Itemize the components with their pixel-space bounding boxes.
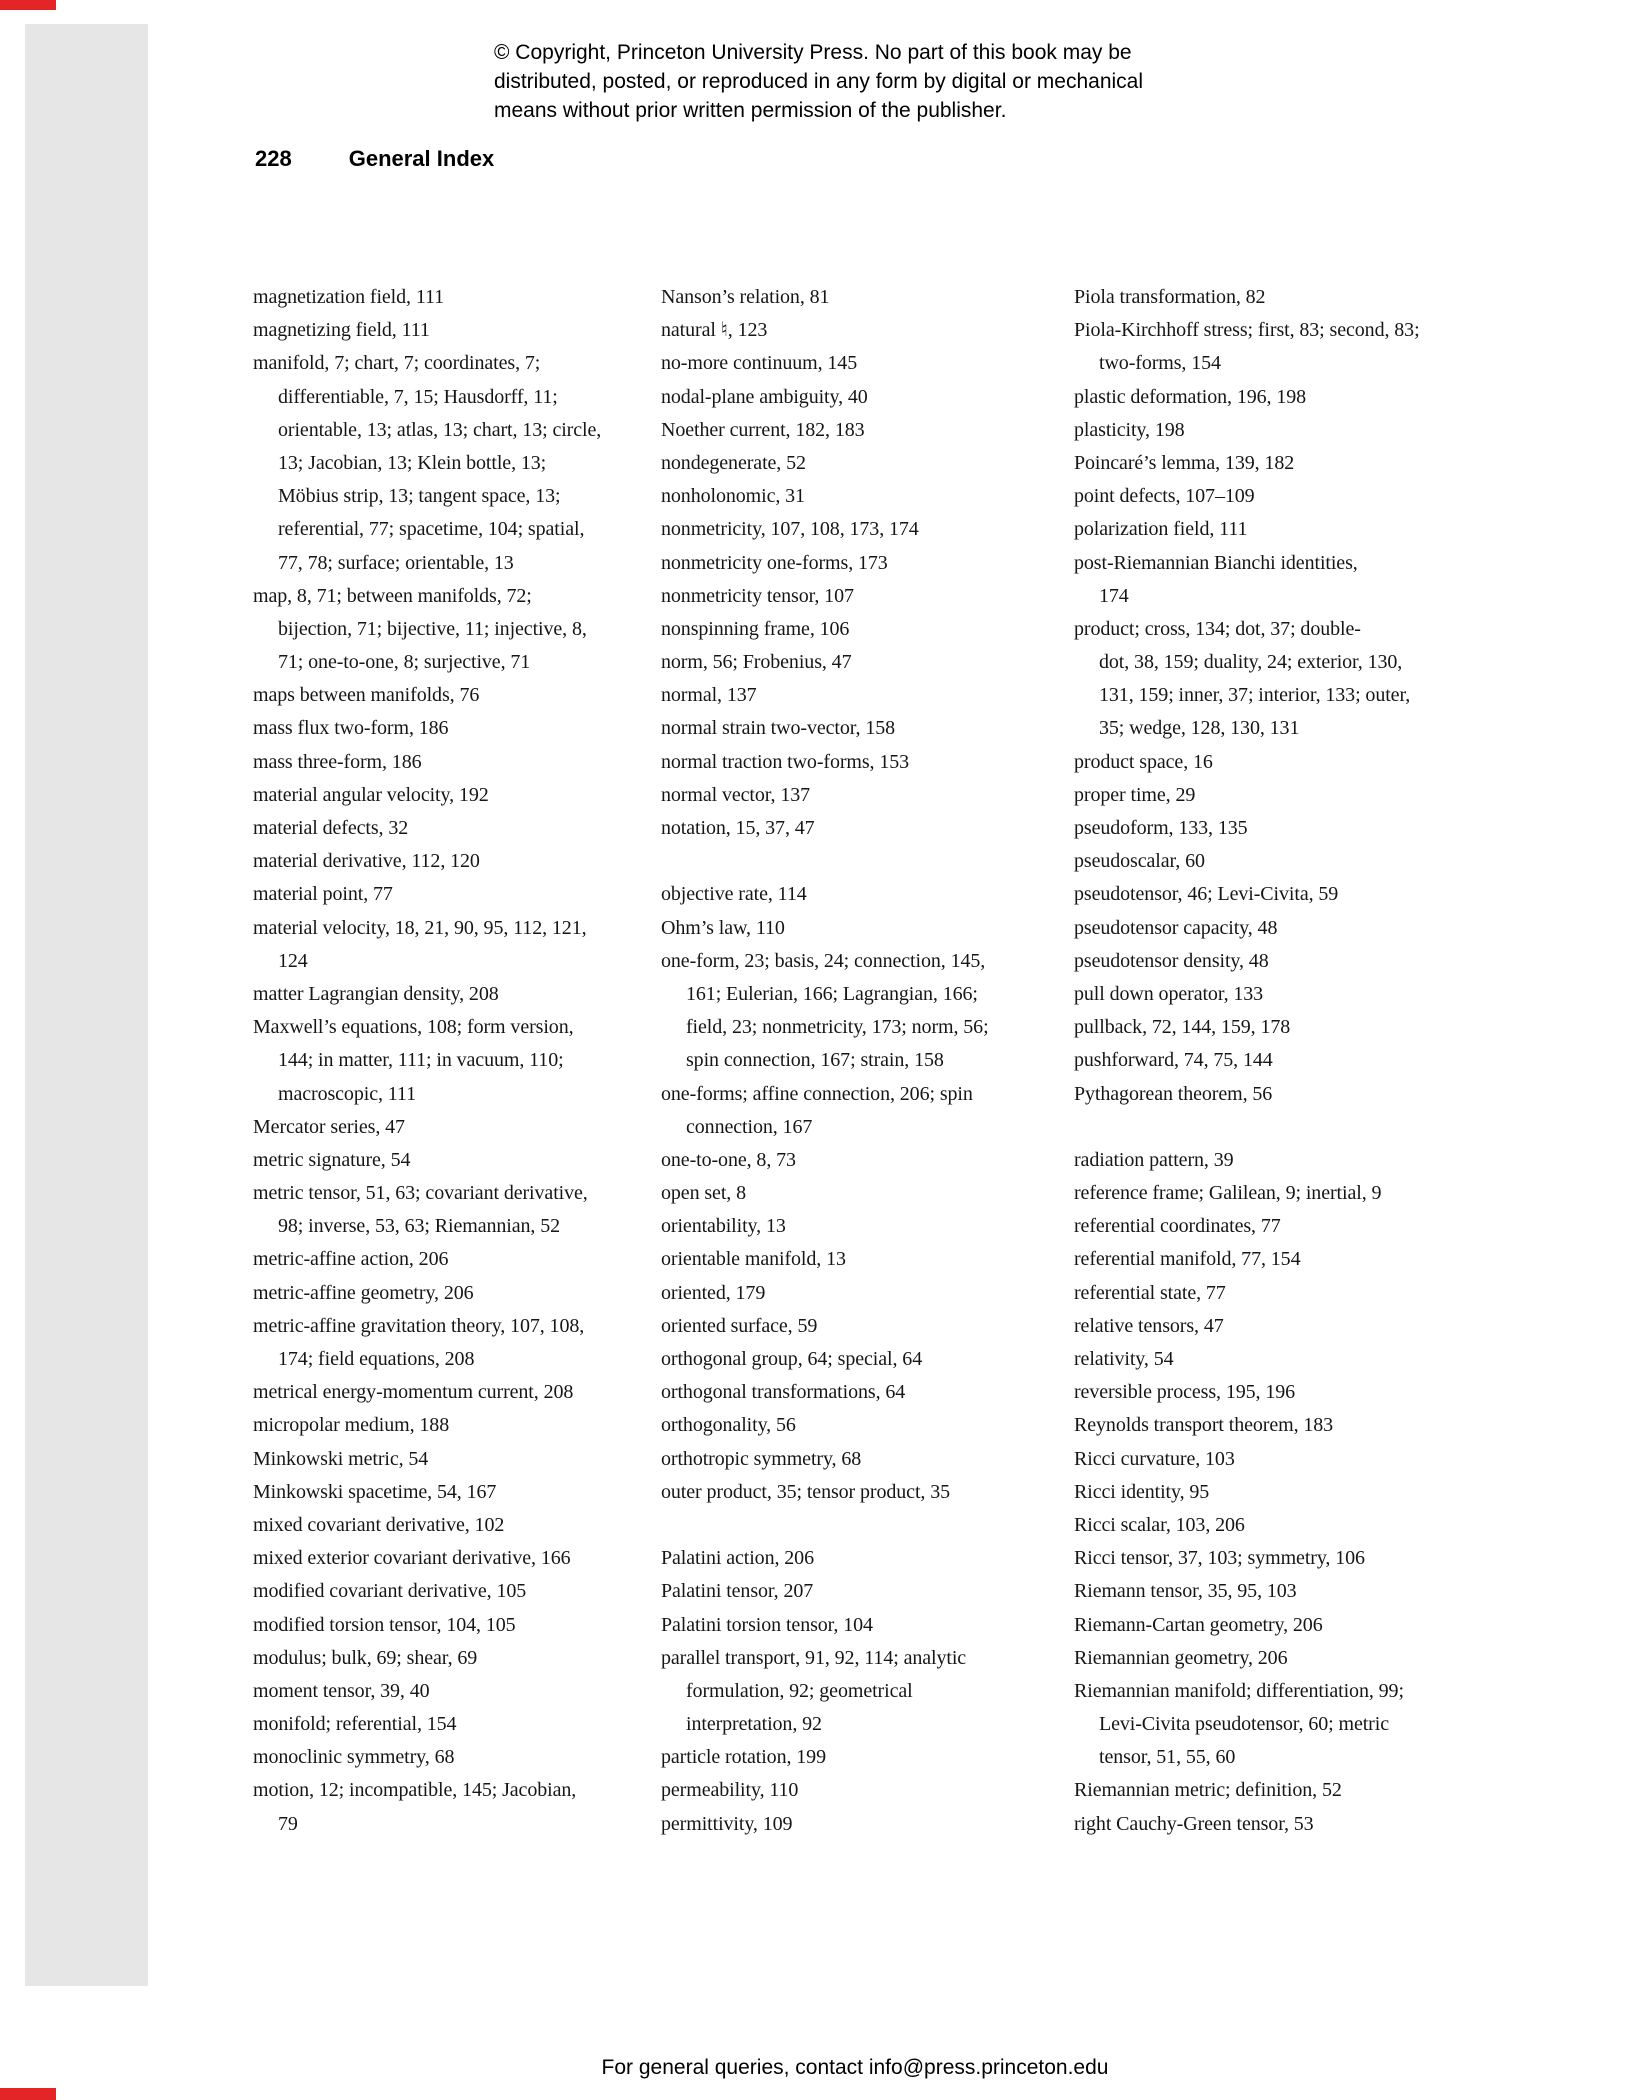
index-entry-line: Piola-Kirchhoff stress; first, 83; second, 83; — [1074, 319, 1420, 342]
index-entry-line: moment tensor, 39, 40 — [253, 1679, 430, 1702]
index-entry-line: polarization field, 111 — [1074, 518, 1248, 541]
index-entry-line: pseudoform, 133, 135 — [1074, 817, 1248, 839]
index-entry-line: reference frame; Galilean, 9; inertial, 9 — [1074, 1182, 1382, 1205]
index-entry-line: Levi-Civita pseudotensor, 60; metric — [1099, 1713, 1389, 1736]
index-entry-line: Palatini action, 206 — [661, 1547, 814, 1570]
index-entry-line: metric signature, 54 — [253, 1148, 411, 1171]
index-entry-line: orthogonality, 56 — [661, 1414, 796, 1437]
crop-mark-bottom-left — [0, 2088, 56, 2100]
index-entry-line: nondegenerate, 52 — [661, 451, 806, 474]
index-entry-line: Poincaré’s lemma, 139, 182 — [1074, 451, 1295, 474]
index-entry-line: modulus; bulk, 69; shear, 69 — [253, 1646, 478, 1669]
index-entry-line: relative tensors, 47 — [1074, 1314, 1224, 1337]
index-entry-line: Minkowski metric, 54 — [253, 1447, 429, 1470]
index-entry-line: nonspinning frame, 106 — [661, 617, 850, 640]
index-entry-line: 13; Jacobian, 13; Klein bottle, 13; — [278, 451, 547, 474]
index-entry-line: Reynolds transport theorem, 183 — [1074, 1414, 1334, 1437]
page-title: General Index — [348, 146, 495, 171]
index-entry-line: permeability, 110 — [661, 1779, 799, 1802]
index-entry-line: orientability, 13 — [661, 1215, 786, 1238]
index-entry-line: referential state, 77 — [1074, 1281, 1226, 1304]
index-entry-line: 35; wedge, 128, 130, 131 — [1099, 717, 1300, 740]
index-entry-line: pull down operator, 133 — [1074, 982, 1264, 1005]
index-entry-line: pseudoscalar, 60 — [1074, 850, 1205, 873]
index-entry-line: one-form, 23; basis, 24; connection, 145, — [661, 949, 986, 972]
index-entry-line: normal vector, 137 — [661, 783, 811, 806]
index-column — [661, 281, 1071, 1841]
index-entry-line: orientable manifold, 13 — [661, 1248, 846, 1271]
index-entry-line: material point, 77 — [253, 883, 393, 906]
index-entry-line: 98; inverse, 53, 63; Riemannian, 52 — [278, 1215, 561, 1238]
index-entry-line: Minkowski spacetime, 54, 167 — [253, 1480, 497, 1503]
index-entry-line: normal, 137 — [661, 684, 757, 707]
index-entry-line: differentiable, 7, 15; Hausdorff, 11; — [278, 385, 558, 408]
index-entry-line: Möbius strip, 13; tangent space, 13; — [278, 485, 561, 508]
index-entry-line — [661, 845, 1071, 878]
index-entry-line: metric-affine geometry, 206 — [253, 1281, 474, 1304]
index-entry-line: Noether current, 182, 183 — [661, 418, 865, 441]
margin-gray-strip — [25, 24, 148, 1986]
index-entry-line: metric tensor, 51, 63; covariant derivative, — [253, 1182, 588, 1205]
footer-query-note: For general queries, contact info@press.princeton.edu — [601, 2056, 1109, 2079]
index-entry-line: mass flux two-form, 186 — [253, 717, 449, 740]
index-entry-line: Palatini tensor, 207 — [661, 1580, 814, 1603]
index-entry-line: oriented, 179 — [661, 1281, 766, 1304]
index-entry-line: 131, 159; inner, 37; interior, 133; outer, — [1099, 684, 1411, 707]
index-entry-line: Ricci identity, 95 — [1074, 1480, 1210, 1503]
index-entry-line: field, 23; nonmetricity, 173; norm, 56; — [686, 1016, 989, 1039]
index-entry-line: open set, 8 — [661, 1182, 746, 1205]
index-entry-line: 124 — [278, 949, 308, 972]
index-entry-line: manifold, 7; chart, 7; coordinates, 7; — [253, 352, 541, 375]
index-entry-line: Riemann-Cartan geometry, 206 — [1074, 1613, 1323, 1636]
index-entry-line: Riemannian manifold; differentiation, 99; — [1074, 1679, 1404, 1702]
index-entry-line: 174; field equations, 208 — [278, 1348, 475, 1370]
index-entry-line: 174 — [1099, 584, 1129, 607]
index-entry-line: reversible process, 195, 196 — [1074, 1381, 1296, 1404]
index-entry-line: dot, 38, 159; duality, 24; exterior, 130, — [1099, 651, 1403, 674]
index-entry-line: motion, 12; incompatible, 145; Jacobian, — [253, 1779, 577, 1802]
index-entry-line: product space, 16 — [1074, 750, 1213, 773]
index-entry-line: Riemann tensor, 35, 95, 103 — [1074, 1580, 1297, 1603]
index-entry-line: Ohm’s law, 110 — [661, 916, 785, 939]
index-entry-line: notation, 15, 37, 47 — [661, 817, 815, 839]
index-entry-line: point defects, 107–109 — [1074, 485, 1255, 508]
copyright-notice — [494, 38, 1143, 125]
index-column — [1074, 281, 1484, 1841]
index-entry-line: product; cross, 134; dot, 37; double- — [1074, 617, 1361, 640]
index-entry-line: material velocity, 18, 21, 90, 95, 112, 121, — [253, 916, 587, 939]
index-entry-line: post-Riemannian Bianchi identities, — [1074, 551, 1358, 574]
index-entry-line: proper time, 29 — [1074, 783, 1196, 806]
index-entry-line: Piola transformation, 82 — [1074, 286, 1266, 308]
index-entry-line: material defects, 32 — [253, 817, 409, 839]
index-entry-line: pseudotensor, 46; Levi-Civita, 59 — [1074, 883, 1339, 906]
index-entry-line: mixed covariant derivative, 102 — [253, 1513, 505, 1536]
index-column — [253, 281, 663, 1841]
index-entry-line: maps between manifolds, 76 — [253, 684, 480, 707]
index-entry-line: normal traction two-forms, 153 — [661, 750, 910, 773]
index-entry-line: material derivative, 112, 120 — [253, 850, 480, 873]
index-entry-line: natural ♮, 123 — [661, 319, 768, 342]
index-entry-line: Ricci tensor, 37, 103; symmetry, 106 — [1074, 1547, 1365, 1570]
index-entry-line: bijection, 71; bijective, 11; injective, 8, — [278, 617, 587, 640]
index-entry-line: matter Lagrangian density, 208 — [253, 982, 499, 1005]
index-entry-line: radiation pattern, 39 — [1074, 1148, 1234, 1171]
index-entry-line: metrical energy-momentum current, 208 — [253, 1381, 574, 1404]
index-entry-line: map, 8, 71; between manifolds, 72; — [253, 584, 532, 607]
index-entry-line: normal strain two-vector, 158 — [661, 717, 896, 740]
index-entry-line: orientable, 13; atlas, 13; chart, 13; circle, — [278, 418, 602, 441]
index-entry-line: 144; in matter, 111; in vacuum, 110; — [278, 1049, 564, 1072]
index-entry-line: two-forms, 154 — [1099, 352, 1221, 375]
index-entry-line: orthotropic symmetry, 68 — [661, 1447, 862, 1470]
index-entry-line: orthogonal group, 64; special, 64 — [661, 1348, 923, 1370]
index-entry-line: objective rate, 114 — [661, 883, 807, 906]
index-entry-line: Ricci curvature, 103 — [1074, 1447, 1235, 1470]
index-entry-line: Maxwell’s equations, 108; form version, — [253, 1016, 574, 1039]
index-entry-line: tensor, 51, 55, 60 — [1099, 1746, 1236, 1769]
index-entry-line: monoclinic symmetry, 68 — [253, 1746, 455, 1769]
index-entry-line: magnetizing field, 111 — [253, 319, 430, 342]
index-entry-line: pullback, 72, 144, 159, 178 — [1074, 1016, 1291, 1039]
index-entry-line: one-to-one, 8, 73 — [661, 1148, 796, 1171]
copyright-line: © Copyright, Princeton University Press. No part of this book may be — [494, 41, 1132, 64]
index-entry-line: modified covariant derivative, 105 — [253, 1580, 527, 1603]
index-entry-line: material angular velocity, 192 — [253, 783, 489, 806]
index-entry-line: pseudotensor capacity, 48 — [1074, 916, 1278, 939]
index-entry-line: referential manifold, 77, 154 — [1074, 1248, 1301, 1271]
index-entry-line: one-forms; affine connection, 206; spin — [661, 1082, 973, 1105]
page-number: 228 — [255, 146, 292, 171]
index-entry-line: interpretation, 92 — [686, 1713, 822, 1736]
index-entry-line: connection, 167 — [686, 1115, 813, 1138]
index-entry-line: 71; one-to-one, 8; surjective, 71 — [278, 651, 531, 674]
copyright-line: means without prior written permission of the publisher. — [494, 99, 1007, 122]
copyright-line: distributed, posted, or reproduced in any form by digital or mechanical — [494, 70, 1144, 93]
index-entry-line: oriented surface, 59 — [661, 1314, 818, 1337]
index-entry-line: 79 — [278, 1812, 298, 1835]
index-entry-line: plastic deformation, 196, 198 — [1074, 385, 1307, 408]
index-entry-line: metric-affine gravitation theory, 107, 108, — [253, 1314, 585, 1337]
index-entry-line: modified torsion tensor, 104, 105 — [253, 1613, 516, 1636]
index-entry-line: 77, 78; surface; orientable, 13 — [278, 551, 514, 574]
index-entry-line: Riemannian metric; definition, 52 — [1074, 1779, 1342, 1802]
index-entry-line: orthogonal transformations, 64 — [661, 1381, 906, 1404]
index-entry-line: norm, 56; Frobenius, 47 — [661, 651, 852, 674]
index-entry-line: particle rotation, 199 — [661, 1746, 826, 1769]
index-entry-line: right Cauchy-Green tensor, 53 — [1074, 1812, 1314, 1835]
index-entry-line: formulation, 92; geometrical — [686, 1679, 913, 1702]
index-entry-line: Mercator series, 47 — [253, 1115, 405, 1138]
index-entry-line: nonmetricity, 107, 108, 173, 174 — [661, 518, 919, 541]
index-entry-line: spin connection, 167; strain, 158 — [686, 1049, 944, 1072]
index-entry-line: mixed exterior covariant derivative, 166 — [253, 1547, 571, 1570]
index-entry-line: metric-affine action, 206 — [253, 1248, 449, 1271]
crop-mark-top-left — [0, 0, 56, 10]
index-entry-line: relativity, 54 — [1074, 1348, 1174, 1370]
running-head — [255, 146, 494, 172]
index-entry-line: magnetization field, 111 — [253, 286, 445, 308]
index-entry-line: mass three-form, 186 — [253, 750, 422, 773]
index-entry-line: pushforward, 74, 75, 144 — [1074, 1049, 1273, 1072]
index-entry-line: referential coordinates, 77 — [1074, 1215, 1281, 1238]
index-entry-line: nonmetricity tensor, 107 — [661, 584, 854, 607]
index-entry-line — [661, 1509, 1071, 1542]
index-entry-line: nonholonomic, 31 — [661, 485, 805, 508]
index-entry-line: Riemannian geometry, 206 — [1074, 1646, 1288, 1669]
index-entry-line: no-more continuum, 145 — [661, 352, 858, 375]
index-entry-line: micropolar medium, 188 — [253, 1414, 450, 1437]
index-entry-line: macroscopic, 111 — [278, 1082, 416, 1105]
index-entry-line: nodal-plane ambiguity, 40 — [661, 385, 868, 408]
index-entry-line: nonmetricity one-forms, 173 — [661, 551, 888, 574]
index-entry-line: Nanson’s relation, 81 — [661, 286, 830, 308]
index-entry-line: outer product, 35; tensor product, 35 — [661, 1480, 951, 1503]
index-entry-line: referential, 77; spacetime, 104; spatial, — [278, 518, 585, 541]
index-entry-line: Pythagorean theorem, 56 — [1074, 1082, 1273, 1105]
index-entry-line: pseudotensor density, 48 — [1074, 949, 1269, 972]
index-entry-line: Ricci scalar, 103, 206 — [1074, 1513, 1245, 1536]
index-entry-line: parallel transport, 91, 92, 114; analytic — [661, 1646, 967, 1669]
index-entry-line — [1074, 1111, 1484, 1144]
index-entry-line: Palatini torsion tensor, 104 — [661, 1613, 873, 1636]
index-entry-line: plasticity, 198 — [1074, 418, 1185, 441]
index-entry-line: permittivity, 109 — [661, 1812, 793, 1835]
index-entry-line: 161; Eulerian, 166; Lagrangian, 166; — [686, 982, 978, 1005]
index-entry-line: monifold; referential, 154 — [253, 1713, 457, 1736]
